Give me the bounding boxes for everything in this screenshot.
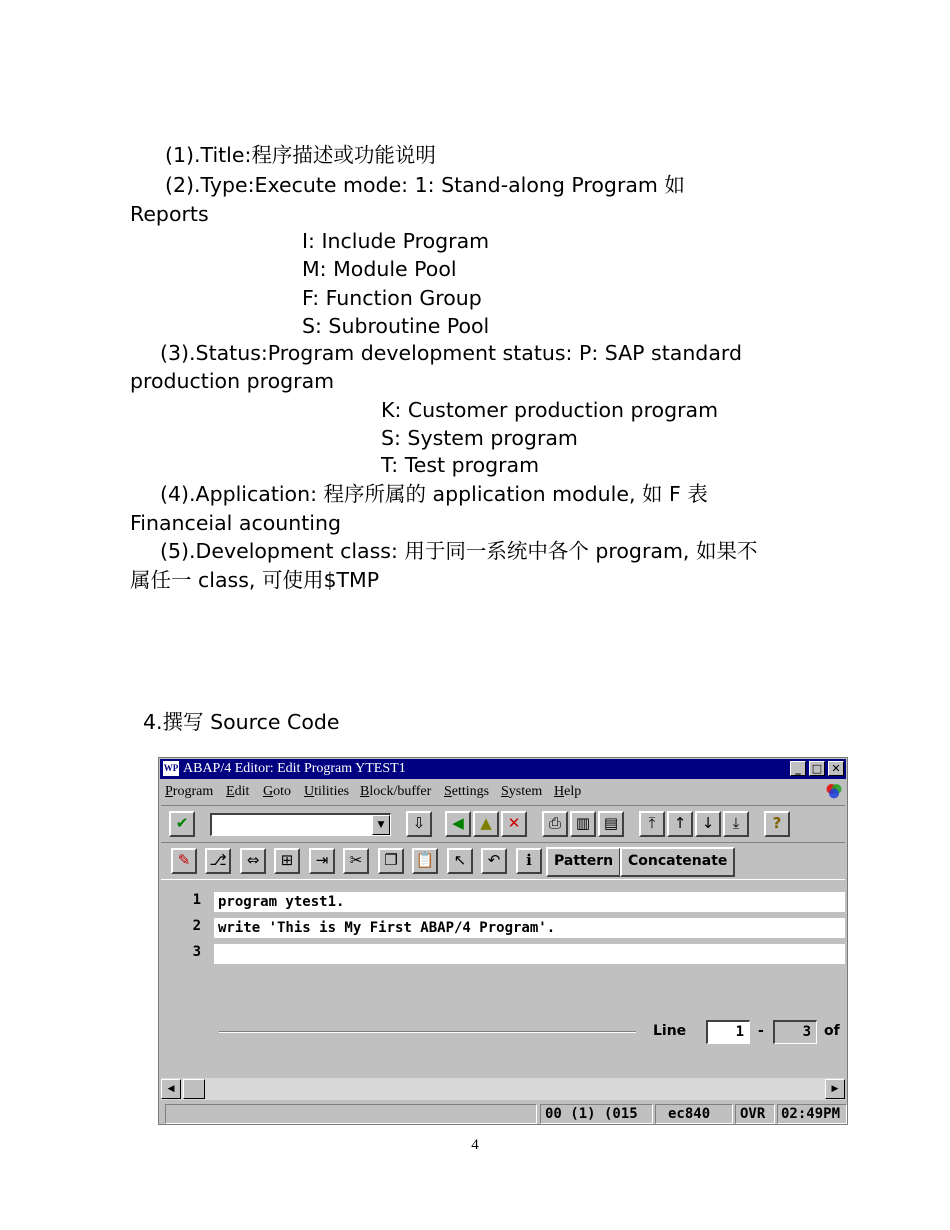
close-icon[interactable]: ✕ <box>828 761 844 776</box>
doc-line: F: Function Group <box>302 286 482 310</box>
help-icon[interactable]: ? <box>764 811 790 837</box>
select-pointer-icon[interactable]: ↖ <box>447 848 473 874</box>
status-mode: OVR <box>735 1104 775 1124</box>
doc-line: T: Test program <box>381 453 540 477</box>
doc-line: (2).Type:Execute mode: 1: Stand-along Program 如 <box>165 173 685 197</box>
insert-icon[interactable]: ⇥ <box>309 848 335 874</box>
doc-line: K: Customer production program <box>381 398 719 422</box>
undo-icon[interactable]: ↶ <box>481 848 507 874</box>
paste-icon[interactable]: 📋 <box>412 848 438 874</box>
scroll-left-icon[interactable]: ◀ <box>161 1079 181 1099</box>
cancel-icon[interactable]: ✕ <box>501 811 527 837</box>
last-page-icon[interactable]: ⤓ <box>723 811 749 837</box>
menu-bar <box>160 780 846 804</box>
check-syntax-icon[interactable]: ✎ <box>171 848 197 874</box>
doc-line: S: System program <box>381 426 578 450</box>
concatenate-button[interactable]: Concatenate <box>620 847 735 877</box>
section-heading: 4.撰写 Source Code <box>143 710 340 734</box>
doc-line: M: Module Pool <box>302 257 457 281</box>
next-page-icon[interactable]: ↓ <box>695 811 721 837</box>
doc-line: I: Include Program <box>302 229 490 253</box>
sap-editor-window <box>158 757 848 1125</box>
line-number: 1 <box>192 892 201 908</box>
line-to-field: 3 <box>773 1020 817 1044</box>
info-icon[interactable]: ℹ <box>516 848 542 874</box>
menu-goto[interactable]: Goto <box>263 784 292 799</box>
status-message <box>165 1104 537 1124</box>
line-of-label: of <box>824 1023 840 1039</box>
navigate-icon[interactable]: ⇔ <box>240 848 266 874</box>
scroll-right-icon[interactable]: ▶ <box>825 1079 845 1099</box>
doc-line: Reports <box>130 202 209 226</box>
standard-toolbar <box>161 805 845 843</box>
menu-block-buffer[interactable]: Block/buffer <box>360 784 432 799</box>
editor-area <box>161 880 845 1087</box>
status-bar <box>161 1103 845 1124</box>
status-session: 00 (1) (015 <box>540 1104 653 1124</box>
line-label: Line <box>653 1023 687 1039</box>
line-number: 2 <box>192 918 201 934</box>
previous-page-icon[interactable]: ↑ <box>667 811 693 837</box>
find-next-icon[interactable]: ▤ <box>598 811 624 837</box>
menu-edit[interactable]: Edit <box>226 784 250 799</box>
maximize-icon[interactable]: □ <box>809 761 825 776</box>
command-field[interactable] <box>210 813 391 836</box>
doc-line: 属任一 class, 可使用$TMP <box>130 568 380 592</box>
sap-color-circle-icon[interactable] <box>825 782 843 800</box>
code-line[interactable] <box>214 944 845 964</box>
doc-line: Financeial acounting <box>130 511 341 535</box>
line-from-field[interactable]: 1 <box>706 1020 750 1044</box>
chevron-down-icon[interactable]: ▼ <box>372 815 390 835</box>
divider <box>219 1031 636 1033</box>
cut-icon[interactable]: ✂ <box>343 848 369 874</box>
pattern-button[interactable]: Pattern <box>546 847 621 877</box>
copy-icon[interactable]: ❐ <box>378 848 404 874</box>
menu-utilities[interactable]: Utilities <box>304 784 350 799</box>
exit-up-arrow-icon[interactable]: ▲ <box>473 811 499 837</box>
line-number: 3 <box>192 944 201 960</box>
doc-line: production program <box>130 369 335 393</box>
code-line[interactable]: program ytest1. <box>214 892 845 912</box>
line-dash: - <box>758 1023 764 1039</box>
where-used-icon[interactable]: ⎇ <box>205 848 231 874</box>
scroll-thumb[interactable] <box>183 1079 205 1099</box>
page-number: 4 <box>471 1137 479 1153</box>
menu-settings[interactable]: Settings <box>444 784 490 799</box>
print-icon[interactable]: ⎙ <box>542 811 568 837</box>
minimize-icon[interactable]: _ <box>790 761 806 776</box>
first-page-icon[interactable]: ⤒ <box>639 811 665 837</box>
doc-line: (4).Application: 程序所属的 application module, 如 F 表 <box>160 482 708 506</box>
doc-line: S: Subroutine Pool <box>302 314 490 338</box>
menu-program[interactable]: Program <box>165 784 214 799</box>
menu-system[interactable]: System <box>501 784 543 799</box>
horizontal-scrollbar[interactable] <box>161 1078 845 1100</box>
find-icon[interactable]: ▥ <box>570 811 596 837</box>
app-icon[interactable]: WP <box>163 761 179 776</box>
status-server: ec840 <box>655 1104 733 1124</box>
status-time: 02:49PM <box>777 1104 847 1124</box>
enter-check-icon[interactable]: ✔ <box>169 811 195 837</box>
title-bar[interactable] <box>160 759 846 779</box>
menu-help[interactable]: Help <box>554 784 582 799</box>
doc-line: (5).Development class: 用于同一系统中各个 program, 如果不 <box>160 539 758 563</box>
save-icon[interactable]: ⇩ <box>406 811 432 837</box>
back-arrow-icon[interactable]: ◀ <box>445 811 471 837</box>
window-title: ABAP/4 Editor: Edit Program YTEST1 <box>183 761 406 776</box>
doc-line: (3).Status:Program development status: P: SAP standard <box>160 341 742 365</box>
application-toolbar <box>161 842 845 880</box>
doc-line: (1).Title:程序描述或功能说明 <box>165 143 436 167</box>
code-line[interactable]: write 'This is My First ABAP/4 Program'. <box>214 918 845 938</box>
stamp-icon[interactable]: ⊞ <box>274 848 300 874</box>
